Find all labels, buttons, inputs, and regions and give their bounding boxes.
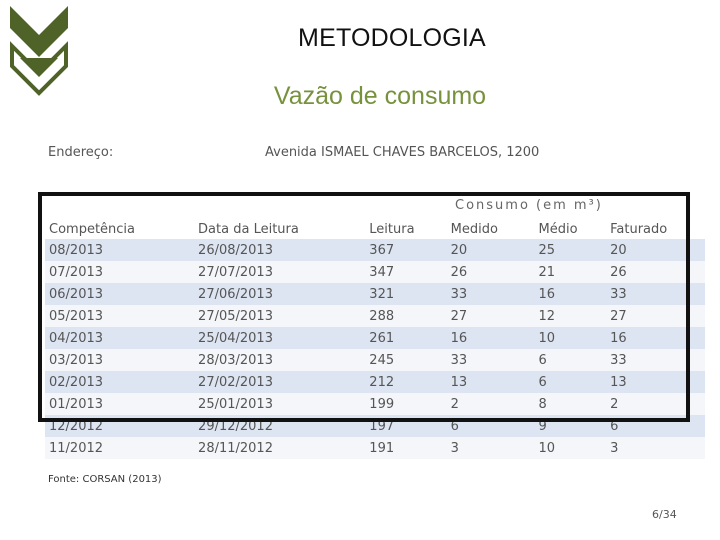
cell-leitura: 261	[369, 330, 395, 346]
cell-faturado: 2	[610, 396, 619, 412]
column-header-competencia: Competência	[49, 221, 136, 237]
cell-medio: 6	[538, 352, 547, 368]
cell-competencia: 02/2013	[49, 374, 104, 390]
cell-medido: 27	[450, 308, 468, 324]
cell-medido: 13	[450, 374, 468, 390]
cell-competencia: 11/2012	[49, 440, 104, 456]
cell-competencia: 03/2013	[49, 352, 104, 368]
cell-faturado: 16	[610, 330, 627, 346]
slide-subtitle: Vazão de consumo	[273, 82, 487, 110]
cell-competencia: 05/2013	[49, 308, 104, 324]
cell-medido: 33	[450, 286, 468, 302]
cell-medio: 10	[538, 330, 556, 346]
cell-leitura: 245	[369, 352, 395, 368]
table-row	[45, 437, 705, 459]
cell-data-leitura: 26/08/2013	[198, 242, 273, 258]
cell-data-leitura: 27/06/2013	[198, 286, 273, 302]
cell-data-leitura: 25/04/2013	[198, 330, 273, 346]
cell-data-leitura: 28/03/2013	[198, 352, 273, 368]
cell-leitura: 288	[369, 308, 395, 324]
cell-faturado: 6	[610, 418, 619, 434]
cell-faturado: 26	[610, 264, 627, 280]
cell-faturado: 13	[610, 374, 627, 390]
cell-medio: 9	[538, 418, 547, 434]
cell-medio: 25	[538, 242, 556, 258]
cell-medio: 16	[538, 286, 556, 302]
column-header-data-leitura: Data da Leitura	[198, 221, 299, 237]
column-header-leitura: Leitura	[369, 221, 415, 237]
cell-competencia: 06/2013	[49, 286, 104, 302]
cell-medido: 20	[450, 242, 468, 258]
cell-faturado: 3	[610, 440, 619, 456]
cell-medido: 26	[450, 264, 468, 280]
column-header-medido: Medido	[450, 221, 498, 237]
cell-medio: 8	[538, 396, 547, 412]
cell-medido: 33	[450, 352, 468, 368]
cell-faturado: 33	[610, 286, 627, 302]
column-header-faturado: Faturado	[610, 221, 668, 237]
cell-medio: 12	[538, 308, 556, 324]
slide-title: METODOLOGIA	[298, 24, 486, 52]
cell-data-leitura: 27/05/2013	[198, 308, 273, 324]
cell-competencia: 07/2013	[49, 264, 104, 280]
cell-data-leitura: 25/01/2013	[198, 396, 273, 412]
cell-faturado: 27	[610, 308, 627, 324]
column-header-medio: Médio	[538, 221, 578, 237]
cell-medio: 6	[538, 374, 547, 390]
cell-leitura: 199	[369, 396, 395, 412]
cell-medido: 3	[450, 440, 459, 456]
cell-faturado: 20	[610, 242, 627, 258]
cell-medio: 21	[538, 264, 556, 280]
address-value: Avenida ISMAEL CHAVES BARCELOS, 1200	[265, 145, 540, 160]
page-number: 6/34	[652, 508, 677, 521]
cell-medio: 10	[538, 440, 556, 456]
cell-data-leitura: 29/12/2012	[198, 418, 273, 434]
cell-data-leitura: 27/02/2013	[198, 374, 273, 390]
cell-leitura: 321	[369, 286, 395, 302]
cell-data-leitura: 28/11/2012	[198, 440, 273, 456]
cell-competencia: 04/2013	[49, 330, 104, 346]
cell-leitura: 191	[369, 440, 395, 456]
address-label: Endereço:	[48, 145, 114, 160]
cell-leitura: 367	[369, 242, 395, 258]
cell-medido: 16	[450, 330, 468, 346]
cell-competencia: 08/2013	[49, 242, 104, 258]
source-note: Fonte: CORSAN (2013)	[48, 474, 162, 485]
cell-leitura: 197	[369, 418, 395, 434]
cell-leitura: 212	[369, 374, 395, 390]
cell-medido: 6	[450, 418, 459, 434]
highlight-box	[38, 192, 690, 422]
cell-competencia: 01/2013	[49, 396, 104, 412]
cell-medido: 2	[450, 396, 459, 412]
cell-leitura: 347	[369, 264, 395, 280]
cell-faturado: 33	[610, 352, 627, 368]
cell-competencia: 12/2012	[49, 418, 104, 434]
consumption-group-header: Consumo (em m³)	[455, 198, 603, 213]
cell-data-leitura: 27/07/2013	[198, 264, 273, 280]
